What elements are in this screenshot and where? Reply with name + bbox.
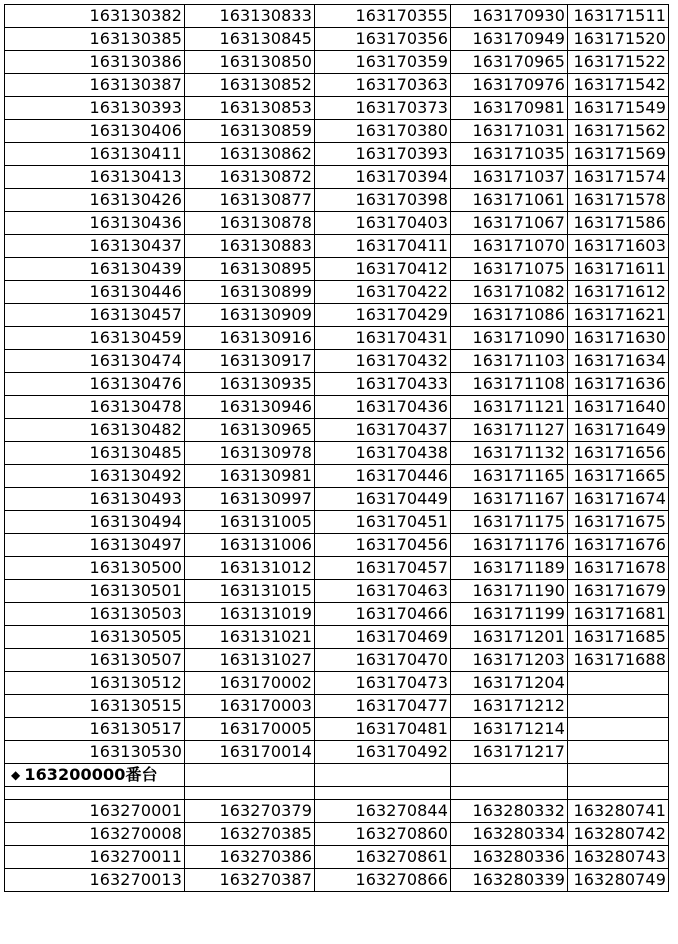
table-cell: 163130505 [5,626,185,649]
table-cell: 163130457 [5,304,185,327]
empty-cell [451,787,568,800]
table-row [5,846,669,869]
empty-cell [5,787,185,800]
table-cell: 163130446 [5,281,185,304]
table-cell: 163170976 [451,74,568,97]
table-cell: 163130845 [185,28,315,51]
table-cell: 163130853 [185,97,315,120]
table-cell: 163130406 [5,120,185,143]
table-cell: 163270385 [185,823,315,846]
empty-cell [568,787,669,800]
table-cell: 163171676 [568,534,669,557]
table-cell: 163270386 [185,846,315,869]
table-cell: 163130501 [5,580,185,603]
table-cell: 163130437 [5,235,185,258]
table-cell: 163171075 [451,258,568,281]
table-cell: 163130883 [185,235,315,258]
table-cell: 163171634 [568,350,669,373]
table-cell: 163130386 [5,51,185,74]
table-cell: 163130492 [5,465,185,488]
table-cell: 163130899 [185,281,315,304]
table-cell: 163170403 [315,212,451,235]
table-row [5,511,669,534]
table-cell: 163170355 [315,5,451,28]
table-cell: 163171549 [568,97,669,120]
table-cell: 163170431 [315,327,451,350]
table-cell: 163130530 [5,741,185,764]
empty-cell [315,764,451,787]
table-cell: 163171189 [451,557,568,580]
table-cell: 163170463 [315,580,451,603]
table-cell: 163170014 [185,741,315,764]
table-cell: 163130852 [185,74,315,97]
table-cell: 163130917 [185,350,315,373]
table-cell: 163130459 [5,327,185,350]
table-cell: 163171649 [568,419,669,442]
table-cell: 163171675 [568,511,669,534]
table-row [5,120,669,143]
table-cell: 163270001 [5,800,185,823]
table-cell: 163171640 [568,396,669,419]
table-row [5,281,669,304]
table-cell: 163170005 [185,718,315,741]
table-cell: 163131006 [185,534,315,557]
table-cell: 163171674 [568,488,669,511]
table-cell: 163170422 [315,281,451,304]
table-cell: 163170473 [315,672,451,695]
table-cell: 163171685 [568,626,669,649]
table-cell: 163170949 [451,28,568,51]
table-cell: 163170446 [315,465,451,488]
table-cell: 163171201 [451,626,568,649]
table-cell: 163171520 [568,28,669,51]
table-cell [568,672,669,695]
table-cell: 163171511 [568,5,669,28]
table-row [5,649,669,672]
table-cell: 163171175 [451,511,568,534]
table-cell: 163170412 [315,258,451,281]
table-cell: 163280749 [568,869,669,892]
table-row [5,373,669,396]
table-cell: 163171121 [451,396,568,419]
table-cell: 163170451 [315,511,451,534]
table-row [5,465,669,488]
table-row [5,5,669,28]
table-row [5,534,669,557]
table-cell: 163170429 [315,304,451,327]
table-cell: 163131019 [185,603,315,626]
table-cell: 163170380 [315,120,451,143]
table-cell: 163131021 [185,626,315,649]
table-cell: 163130426 [5,189,185,212]
table-cell: 163171630 [568,327,669,350]
table-row [5,51,669,74]
table-cell: 163171665 [568,465,669,488]
table-cell: 163270387 [185,869,315,892]
table-cell: 163170398 [315,189,451,212]
table-row [5,97,669,120]
table-cell: 163131005 [185,511,315,534]
table-cell: 163171061 [451,189,568,212]
table-row [5,580,669,603]
table-row [5,626,669,649]
table-cell: 163171611 [568,258,669,281]
table-cell: 163171090 [451,327,568,350]
table-row [5,74,669,97]
table-cell: 163171569 [568,143,669,166]
table-cell: 163171165 [451,465,568,488]
table-cell: 163130517 [5,718,185,741]
table-cell: 163171190 [451,580,568,603]
table-cell: 163170466 [315,603,451,626]
section-title: 163200000番台 [24,765,158,784]
table-cell: 163130877 [185,189,315,212]
table-cell: 163170363 [315,74,451,97]
table-cell: 163270379 [185,800,315,823]
table-cell: 163130482 [5,419,185,442]
table-cell: 163170492 [315,741,451,764]
table-cell: 163130485 [5,442,185,465]
table-cell: 163171562 [568,120,669,143]
table-cell: 163130507 [5,649,185,672]
table-cell: 163130859 [185,120,315,143]
table-cell: 163130512 [5,672,185,695]
spacer-row [5,787,669,800]
table-cell: 163130916 [185,327,315,350]
table-cell: 163171578 [568,189,669,212]
table-cell: 163131012 [185,557,315,580]
table-cell: 163171167 [451,488,568,511]
table-row [5,419,669,442]
table-cell: 163171688 [568,649,669,672]
table-cell: 163170436 [315,396,451,419]
table-row [5,304,669,327]
table-row [5,869,669,892]
table-cell: 163130500 [5,557,185,580]
empty-cell [451,764,568,787]
table-cell: 163171176 [451,534,568,557]
table-cell: 163130850 [185,51,315,74]
number-table-sheet [4,4,668,892]
table-cell: 163170457 [315,557,451,580]
table-row [5,488,669,511]
table-cell: 163280334 [451,823,568,846]
table-cell: 163130494 [5,511,185,534]
table-cell: 163270008 [5,823,185,846]
table-row [5,672,669,695]
table-row [5,695,669,718]
table-cell: 163280741 [568,800,669,823]
table-cell: 163130872 [185,166,315,189]
table-cell: 163130833 [185,5,315,28]
table-cell: 163171082 [451,281,568,304]
table-cell: 163171214 [451,718,568,741]
table-cell: 163170449 [315,488,451,511]
table-cell: 163130393 [5,97,185,120]
table-row [5,350,669,373]
table-row [5,800,669,823]
table-cell: 163130478 [5,396,185,419]
table-block-2 [5,800,669,892]
table-cell: 163171586 [568,212,669,235]
table-cell: 163170470 [315,649,451,672]
table-cell: 163130382 [5,5,185,28]
table-cell: 163171108 [451,373,568,396]
table-row [5,189,669,212]
table-block-1 [5,5,669,764]
table-row [5,603,669,626]
table-cell: 163130411 [5,143,185,166]
table-cell: 163171203 [451,649,568,672]
diamond-icon: ◆ [11,768,21,782]
table-cell: 163171542 [568,74,669,97]
table-cell: 163170433 [315,373,451,396]
table-cell: 163170981 [451,97,568,120]
table-cell: 163130997 [185,488,315,511]
table-cell: 163130385 [5,28,185,51]
table-row [5,823,669,846]
table-row [5,28,669,51]
table-cell: 163130862 [185,143,315,166]
table-cell: 163170481 [315,718,451,741]
table-cell: 163171204 [451,672,568,695]
empty-cell [315,787,451,800]
table-row [5,741,669,764]
table-cell: 163280742 [568,823,669,846]
table-cell: 163130476 [5,373,185,396]
table-cell: 163280332 [451,800,568,823]
table-cell: 163171612 [568,281,669,304]
table-cell: 163171067 [451,212,568,235]
table-cell: 163171103 [451,350,568,373]
table-row [5,327,669,350]
table-cell: 163171031 [451,120,568,143]
table-cell: 163170356 [315,28,451,51]
empty-cell [185,787,315,800]
table-cell: 163131027 [185,649,315,672]
table-cell: 163171636 [568,373,669,396]
table-cell: 163130497 [5,534,185,557]
table-cell: 163270844 [315,800,451,823]
table-cell: 163171679 [568,580,669,603]
table-cell [568,695,669,718]
table-cell: 163130413 [5,166,185,189]
table-cell: 163130439 [5,258,185,281]
table-row [5,143,669,166]
table-cell: 163130965 [185,419,315,442]
table-cell: 163280743 [568,846,669,869]
section-header-row [5,764,669,787]
table-cell: 163171678 [568,557,669,580]
table-cell: 163170359 [315,51,451,74]
table-cell: 163170930 [451,5,568,28]
table-cell: 163170477 [315,695,451,718]
table-row [5,396,669,419]
number-table [4,4,669,892]
table-cell: 163171127 [451,419,568,442]
table-cell: 163170411 [315,235,451,258]
table-cell: 163171212 [451,695,568,718]
table-row [5,718,669,741]
table-cell: 163270861 [315,846,451,869]
table-row [5,557,669,580]
table-row [5,212,669,235]
table-cell: 163270866 [315,869,451,892]
table-cell: 163171574 [568,166,669,189]
table-cell: 163131015 [185,580,315,603]
table-row [5,258,669,281]
table-cell: 163170469 [315,626,451,649]
section-header-block [5,764,669,800]
table-cell: 163130946 [185,396,315,419]
table-cell: 163171603 [568,235,669,258]
table-cell: 163270013 [5,869,185,892]
table-cell: 163130436 [5,212,185,235]
table-row [5,442,669,465]
table-cell: 163130474 [5,350,185,373]
table-cell: 163130493 [5,488,185,511]
table-cell: 163280336 [451,846,568,869]
empty-cell [185,764,315,787]
table-cell: 163130387 [5,74,185,97]
table-cell: 163270860 [315,823,451,846]
table-cell: 163170394 [315,166,451,189]
table-row [5,166,669,189]
table-cell: 163170456 [315,534,451,557]
table-cell: 163170437 [315,419,451,442]
table-cell: 163270011 [5,846,185,869]
table-cell: 163171199 [451,603,568,626]
table-cell [568,718,669,741]
table-cell: 163171217 [451,741,568,764]
table-cell: 163130503 [5,603,185,626]
table-cell: 163280339 [451,869,568,892]
table-cell: 163171037 [451,166,568,189]
table-cell: 163171656 [568,442,669,465]
table-cell: 163170432 [315,350,451,373]
table-cell: 163171132 [451,442,568,465]
table-cell: 163170965 [451,51,568,74]
table-cell [568,741,669,764]
table-cell: 163170393 [315,143,451,166]
table-row [5,235,669,258]
table-cell: 163170373 [315,97,451,120]
table-cell: 163171621 [568,304,669,327]
table-cell: 163130981 [185,465,315,488]
table-cell: 163130515 [5,695,185,718]
table-cell: 163130935 [185,373,315,396]
table-cell: 163130909 [185,304,315,327]
table-cell: 163130878 [185,212,315,235]
table-cell: 163171681 [568,603,669,626]
table-cell: 163130978 [185,442,315,465]
table-cell: 163171070 [451,235,568,258]
table-cell: 163170002 [185,672,315,695]
table-cell: 163170003 [185,695,315,718]
table-cell: 163171522 [568,51,669,74]
section-title-cell [5,764,185,787]
table-cell: 163171035 [451,143,568,166]
table-cell: 163130895 [185,258,315,281]
table-cell: 163170438 [315,442,451,465]
empty-cell [568,764,669,787]
table-cell: 163171086 [451,304,568,327]
